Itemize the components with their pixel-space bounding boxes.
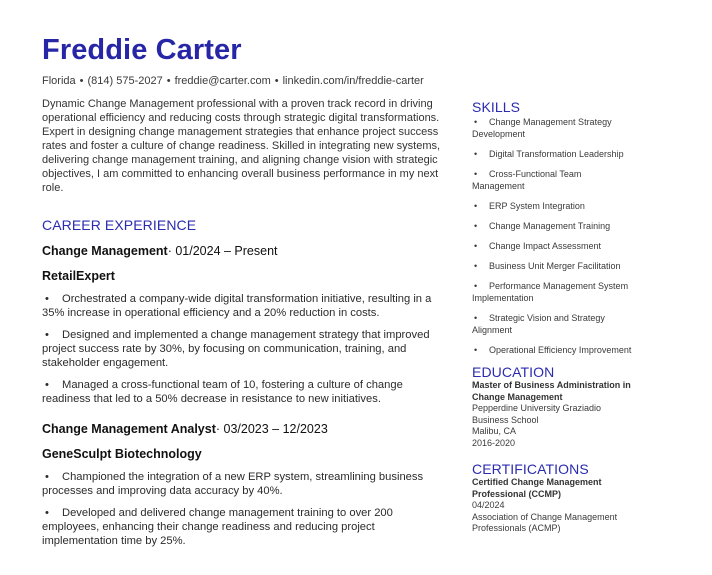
- professional-summary: Dynamic Change Management professional with a proven track record in driving operational efficiency and reducing costs through strategic digital transformations. Expert in designing change management strategies that enhance project success rates and foster a culture of change readiness. Skilled in integrating new systems, delivering change management training, and aligning change vision with strategic objectives, I am committed to enhancing overall business performance in my next role.: [42, 98, 441, 194]
- bullet-icon: •: [474, 241, 478, 251]
- education-years: 2016-2020: [472, 437, 516, 448]
- bullet-icon: •: [474, 149, 478, 159]
- skill-item: [472, 344, 632, 356]
- certifications-heading: CERTIFICATIONS: [472, 461, 589, 477]
- education-heading: EDUCATION: [472, 364, 555, 380]
- bullet-icon: •: [45, 507, 49, 519]
- skill-text: Change Impact Assessment: [489, 241, 602, 251]
- job-entry: [42, 421, 447, 548]
- separator: •: [79, 75, 84, 87]
- skills-heading: SKILLS: [472, 99, 521, 115]
- skill-item: [472, 220, 632, 232]
- education-school: Pepperdine University Graziadio Business School: [472, 403, 602, 425]
- skill-text: Digital Transformation Leadership: [489, 149, 624, 159]
- skill-text: Performance Management System Implementation: [472, 281, 629, 303]
- bullet-icon: •: [45, 379, 49, 391]
- job-company: GeneSculpt Biotechnology: [42, 447, 202, 461]
- separator: •: [166, 75, 171, 87]
- job-role: Change Management: [42, 244, 168, 258]
- bullet-icon: •: [474, 261, 478, 271]
- skill-text: Change Management Training: [489, 221, 611, 231]
- contact-line: [42, 74, 424, 88]
- skill-text: Operational Efficiency Improvement: [489, 345, 632, 355]
- separator: •: [274, 75, 279, 87]
- skill-text: Strategic Vision and Strategy Alignment: [472, 313, 605, 335]
- certification-date: 04/2024: [472, 500, 505, 510]
- job-bullets: [42, 470, 447, 548]
- contact-email[interactable]: freddie@carter.com: [174, 75, 271, 87]
- skill-item: [472, 280, 632, 304]
- skill-item: [472, 148, 632, 160]
- sidebar-column: [472, 99, 632, 535]
- bullet-icon: •: [474, 117, 478, 127]
- certification-issuer: Association of Change Management Professionals (ACMP): [472, 511, 618, 533]
- job-bullet: [42, 378, 447, 406]
- bullet-icon: •: [45, 293, 49, 305]
- skill-text: ERP System Integration: [489, 201, 585, 211]
- job-bullet: [42, 292, 447, 320]
- job-title-line: [42, 243, 447, 259]
- education-degree: Master of Business Administration in Change Management: [472, 380, 631, 402]
- bullet-text: Designed and implemented a change management strategy that improved project success rate by 30%, by focusing on communication, training, and stakeholder engagement.: [42, 329, 430, 369]
- contact-phone: (814) 575-2027: [87, 75, 163, 87]
- job-dates: · 01/2024 – Present: [167, 244, 278, 258]
- bullet-text: Managed a cross-functional team of 10, fostering a culture of change readiness that led to a 50% decrease in resistance to new initiatives.: [42, 379, 403, 405]
- bullet-text: Developed and delivered change management training to over 200 employees, enhancing their change readiness and reducing project implementation time by 25%.: [42, 507, 393, 547]
- education-location: Malibu, CA: [472, 426, 517, 436]
- certification-name: Certified Change Management Professional (CCMP): [472, 477, 602, 499]
- career-experience-heading: CAREER EXPERIENCE: [42, 217, 197, 233]
- skills-list: [472, 116, 632, 356]
- job-dates: · 03/2023 – 12/2023: [215, 422, 328, 436]
- skill-item: [472, 240, 632, 252]
- education-entry: [472, 380, 632, 449]
- job-bullet: [42, 470, 447, 498]
- skill-text: Cross-Functional Team Management: [472, 169, 582, 191]
- bullet-icon: •: [474, 169, 478, 179]
- bullet-icon: •: [474, 313, 478, 323]
- bullet-icon: •: [474, 281, 478, 291]
- bullet-text: Orchestrated a company-wide digital transformation initiative, resulting in a 35% increase in operational efficiency and a 20% reduction in costs.: [42, 293, 432, 319]
- skill-item: [472, 312, 632, 336]
- job-role: Change Management Analyst: [42, 422, 216, 436]
- job-title-line: [42, 421, 447, 437]
- contact-location: Florida: [42, 75, 76, 87]
- skill-item: [472, 200, 632, 212]
- skill-item: [472, 168, 632, 192]
- skill-item: [472, 260, 632, 272]
- job-entry: [42, 243, 447, 406]
- bullet-icon: •: [45, 471, 49, 483]
- bullet-icon: •: [474, 345, 478, 355]
- bullet-icon: •: [474, 221, 478, 231]
- bullet-text: Championed the integration of a new ERP system, streamlining business processes and improving data accuracy by 40%.: [42, 471, 424, 497]
- job-company: RetailExpert: [42, 269, 115, 283]
- contact-linkedin[interactable]: linkedin.com/in/freddie-carter: [282, 75, 424, 87]
- skill-text: Business Unit Merger Facilitation: [489, 261, 621, 271]
- main-column: [42, 97, 447, 556]
- skill-item: [472, 116, 632, 140]
- job-bullets: [42, 292, 447, 406]
- candidate-name: Freddie Carter: [42, 34, 242, 66]
- bullet-icon: •: [474, 201, 478, 211]
- skill-text: Change Management Strategy Development: [472, 117, 612, 139]
- job-bullet: [42, 328, 447, 370]
- bullet-icon: •: [45, 329, 49, 341]
- job-bullet: [42, 506, 447, 548]
- certification-entry: [472, 477, 632, 535]
